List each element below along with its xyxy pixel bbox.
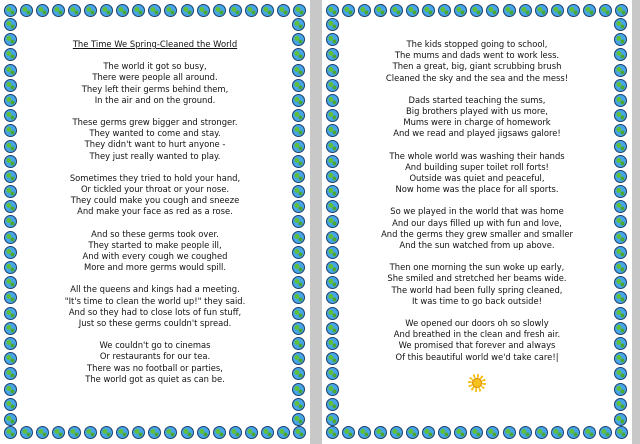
poem-line: They could make you cough and sneeze [70, 195, 240, 206]
globe-icon [116, 4, 129, 17]
poem-line: The world it got so busy, [103, 61, 207, 72]
globe-icon [614, 367, 627, 380]
globe-icon [326, 64, 339, 77]
globe-icon [535, 4, 548, 17]
globe-icon [292, 291, 305, 304]
globe-icon [148, 426, 161, 439]
poem-line: Or tickled your throat or your nose. [80, 184, 230, 195]
globe-icon [4, 185, 17, 198]
globe-icon [583, 4, 596, 17]
globe-icon [326, 170, 339, 183]
stanza [30, 173, 280, 218]
globe-icon [614, 170, 627, 183]
globe-icon [615, 4, 628, 17]
globe-icon [213, 4, 226, 17]
poem-line: They left their germs behind them, [81, 83, 229, 94]
globe-icon [614, 246, 627, 259]
globe-icon [614, 155, 627, 168]
globe-icon [292, 124, 305, 137]
globe-icon [326, 48, 339, 61]
poem-line: We promised that forever and always [398, 340, 556, 351]
globe-icon [326, 383, 339, 396]
globe-icon [245, 426, 258, 439]
globe-icon [326, 79, 339, 92]
globe-icon [326, 261, 339, 274]
globe-icon [326, 200, 339, 213]
globe-icon [614, 185, 627, 198]
globe-icon [36, 4, 49, 17]
globe-icon [4, 337, 17, 350]
poem-line: It was time to go back outside! [412, 295, 542, 306]
globe-icon [52, 426, 65, 439]
globe-icon [164, 426, 177, 439]
globe-icon [4, 4, 17, 17]
globe-icon [292, 276, 305, 289]
poem-line: And the germs they grew smaller and smaller [381, 228, 573, 239]
poem-line: There were people all around. [92, 72, 218, 83]
globe-icon [326, 124, 339, 137]
globe-icon [583, 426, 596, 439]
right-page [322, 0, 632, 444]
globe-icon [614, 322, 627, 335]
poem-line: The mums and dads went to work less. [394, 50, 560, 61]
left-bottom-border [4, 426, 306, 440]
globe-icon [84, 4, 97, 17]
globe-icon [4, 276, 17, 289]
globe-icon [292, 64, 305, 77]
globe-icon [116, 426, 129, 439]
globe-icon [261, 426, 274, 439]
globe-icon [326, 231, 339, 244]
globe-icon [486, 426, 499, 439]
poem-line: So we played in the world that was home [390, 206, 564, 217]
globe-icon [374, 4, 387, 17]
poem-line: Or restaurants for our tea. [99, 351, 211, 362]
globe-icon [100, 426, 113, 439]
globe-icon [614, 48, 627, 61]
globe-icon [4, 140, 17, 153]
poem-line: "It's time to clean the world up!" they said. [64, 295, 246, 306]
globe-icon [615, 426, 628, 439]
globe-icon [326, 140, 339, 153]
globe-icon [567, 4, 580, 17]
right-bottom-border [326, 426, 628, 440]
globe-icon [326, 246, 339, 259]
globe-icon [4, 215, 17, 228]
poem-line: Of this beautiful world we'd take care!| [395, 351, 559, 362]
globe-icon [4, 64, 17, 77]
globe-icon [229, 426, 242, 439]
globe-icon [4, 291, 17, 304]
globe-icon [292, 231, 305, 244]
poem-line: More and more germs would spill. [83, 262, 227, 273]
globe-icon [245, 4, 258, 17]
stanza [352, 39, 602, 84]
globe-icon [326, 352, 339, 365]
globe-icon [614, 33, 627, 46]
globe-icon [614, 200, 627, 213]
poem-line: The world had been fully spring cleaned, [391, 284, 563, 295]
globe-icon [20, 4, 33, 17]
left-right-border [292, 18, 306, 426]
globe-icon [614, 140, 627, 153]
poem-line: Outside was quiet and peaceful, [409, 173, 545, 184]
globe-icon [326, 33, 339, 46]
globe-icon [326, 4, 339, 17]
poem-line: And so they had to close lots of fun stuff, [68, 306, 242, 317]
poem-line: Now home was the place for all sports. [395, 184, 559, 195]
globe-icon [4, 231, 17, 244]
globe-icon [277, 426, 290, 439]
globe-icon [292, 337, 305, 350]
globe-icon [292, 109, 305, 122]
globe-icon [4, 398, 17, 411]
globe-icon [614, 109, 627, 122]
poem-line: We couldn't go to cinemas [99, 340, 211, 351]
globe-icon [326, 18, 339, 31]
globe-icon [132, 426, 145, 439]
globe-icon [261, 4, 274, 17]
poem-line: And make your face as red as a rose. [77, 206, 233, 217]
globe-icon [20, 426, 33, 439]
globe-icon [470, 4, 483, 17]
sun-icon [468, 374, 486, 392]
globe-icon [470, 426, 483, 439]
poem-line: They wanted to come and stay. [89, 128, 221, 139]
globe-icon [4, 155, 17, 168]
globe-icon [326, 276, 339, 289]
globe-icon [292, 398, 305, 411]
poem-line: And breathed in the clean and fresh air. [393, 329, 561, 340]
globe-icon [100, 4, 113, 17]
stanza [30, 117, 280, 162]
globe-icon [4, 246, 17, 259]
globe-icon [374, 426, 387, 439]
globe-icon [292, 200, 305, 213]
poem-line: And our days filled up with fun and love, [392, 217, 562, 228]
globe-icon [614, 398, 627, 411]
globe-icon [292, 322, 305, 335]
globe-icon [326, 185, 339, 198]
globe-icon [358, 4, 371, 17]
globe-icon [599, 4, 612, 17]
globe-icon [326, 215, 339, 228]
globe-icon [438, 4, 451, 17]
poem-line: Cleaned the sky and the sea and the mess! [385, 72, 569, 83]
globe-icon [4, 18, 17, 31]
poem-line: And with every cough we coughed [82, 251, 228, 262]
globe-icon [614, 215, 627, 228]
globe-icon [422, 4, 435, 17]
globe-icon [614, 352, 627, 365]
stanza [30, 61, 280, 106]
globe-icon [326, 291, 339, 304]
globe-icon [132, 4, 145, 17]
globe-icon [567, 426, 580, 439]
stanza [30, 229, 280, 274]
left-top-border [4, 4, 306, 18]
globe-icon [36, 426, 49, 439]
globe-icon [292, 383, 305, 396]
stanza [352, 151, 602, 196]
globe-icon [148, 4, 161, 17]
poem-line: The world got as quiet as can be. [85, 373, 225, 384]
stanza [352, 206, 602, 251]
stanza [352, 318, 602, 363]
right-stanzas [352, 39, 602, 363]
globe-icon [4, 48, 17, 61]
poem-line: She smiled and stretched her beams wide. [387, 273, 567, 284]
right-top-border [326, 4, 628, 18]
globe-icon [292, 155, 305, 168]
globe-icon [277, 4, 290, 17]
globe-icon [292, 48, 305, 61]
globe-icon [197, 426, 210, 439]
stanza [352, 95, 602, 140]
globe-icon [4, 79, 17, 92]
poem-line: All the queens and kings had a meeting. [70, 284, 240, 295]
poem-line: They started to make people ill, [88, 239, 222, 250]
globe-icon [614, 276, 627, 289]
globe-icon [84, 426, 97, 439]
globe-icon [614, 291, 627, 304]
globe-icon [614, 18, 627, 31]
stanza [30, 284, 280, 329]
globe-icon [503, 4, 516, 17]
poem-line: And so these germs took over. [91, 228, 219, 239]
globe-icon [326, 322, 339, 335]
poem-line: Big brothers played with us more, [406, 106, 548, 117]
globe-icon [197, 4, 210, 17]
poem-line: The kids stopped going to school, [406, 39, 548, 49]
globe-icon [164, 4, 177, 17]
globe-icon [535, 426, 548, 439]
globe-icon [292, 307, 305, 320]
poem-line: And building super toilet roll forts! [405, 161, 549, 172]
globe-icon [326, 426, 339, 439]
globe-icon [614, 413, 627, 426]
left-poem [30, 39, 280, 396]
globe-icon [4, 170, 17, 183]
globe-icon [292, 94, 305, 107]
globe-icon [326, 155, 339, 168]
globe-icon [292, 33, 305, 46]
globe-icon [4, 261, 17, 274]
globe-icon [422, 426, 435, 439]
globe-icon [68, 426, 81, 439]
globe-icon [4, 413, 17, 426]
globe-icon [181, 4, 194, 17]
poem-line: They just really wanted to play. [89, 150, 221, 161]
poem-line: The whole world was washing their hands [389, 150, 565, 161]
globe-icon [486, 4, 499, 17]
globe-icon [551, 4, 564, 17]
globe-icon [342, 426, 355, 439]
globe-icon [614, 64, 627, 77]
globe-icon [4, 367, 17, 380]
globe-icon [454, 426, 467, 439]
globe-icon [293, 426, 306, 439]
poem-line: We opened our doors oh so slowly [405, 318, 549, 329]
right-poem [352, 39, 602, 392]
globe-icon [614, 79, 627, 92]
globe-icon [326, 398, 339, 411]
globe-icon [292, 367, 305, 380]
right-left-border [326, 18, 340, 426]
globe-icon [326, 413, 339, 426]
globe-icon [614, 94, 627, 107]
poem-line: These germs grew bigger and stronger. [72, 117, 238, 128]
globe-icon [4, 307, 17, 320]
poem-line: Then a great, big, giant scrubbing brush [392, 61, 562, 72]
globe-icon [599, 426, 612, 439]
globe-icon [326, 94, 339, 107]
globe-icon [358, 426, 371, 439]
globe-icon [326, 337, 339, 350]
globe-icon [614, 124, 627, 137]
globe-icon [4, 322, 17, 335]
globe-icon [551, 426, 564, 439]
globe-icon [4, 426, 17, 439]
poem-line: Just so these germs couldn't spread. [78, 318, 232, 329]
globe-icon [406, 426, 419, 439]
right-right-border [614, 18, 628, 426]
globe-icon [454, 4, 467, 17]
poem-line: Then one morning the sun woke up early, [389, 262, 565, 273]
globe-icon [213, 426, 226, 439]
poem-line: In the air and on the ground. [94, 94, 216, 105]
globe-icon [292, 352, 305, 365]
globe-icon [292, 140, 305, 153]
globe-icon [292, 185, 305, 198]
globe-icon [614, 337, 627, 350]
globe-icon [4, 352, 17, 365]
globe-icon [293, 4, 306, 17]
globe-icon [292, 261, 305, 274]
globe-icon [4, 94, 17, 107]
globe-icon [292, 170, 305, 183]
globe-icon [181, 426, 194, 439]
globe-icon [519, 4, 532, 17]
globe-icon [4, 33, 17, 46]
poem-title: The Time We Spring-Cleaned the World [72, 39, 238, 49]
globe-icon [342, 4, 355, 17]
left-left-border [4, 18, 18, 426]
globe-icon [229, 4, 242, 17]
globe-icon [4, 124, 17, 137]
globe-icon [326, 367, 339, 380]
globe-icon [4, 109, 17, 122]
globe-icon [326, 109, 339, 122]
globe-icon [4, 383, 17, 396]
poem-line: Sometimes they tried to hold your hand, [69, 172, 241, 183]
poem-line: Dads started teaching the sums, [408, 94, 546, 105]
globe-icon [292, 18, 305, 31]
globe-icon [4, 200, 17, 213]
poem-line: There was no football or parties, [87, 362, 223, 373]
stanza [30, 340, 280, 385]
globe-icon [292, 246, 305, 259]
globe-icon [614, 261, 627, 274]
globe-icon [52, 4, 65, 17]
globe-icon [390, 4, 403, 17]
globe-icon [614, 307, 627, 320]
globe-icon [292, 413, 305, 426]
globe-icon [292, 79, 305, 92]
left-page [0, 0, 310, 444]
globe-icon [406, 4, 419, 17]
globe-icon [614, 383, 627, 396]
globe-icon [503, 426, 516, 439]
left-stanzas [30, 61, 280, 385]
globe-icon [326, 307, 339, 320]
globe-icon [68, 4, 81, 17]
poem-line: Mums were in charge of homework [403, 117, 551, 128]
poem-line: And the sun watched from up above. [399, 240, 555, 251]
poem-line: They didn't want to hurt anyone - [84, 139, 226, 150]
globe-icon [519, 426, 532, 439]
globe-icon [614, 231, 627, 244]
globe-icon [292, 215, 305, 228]
poem-line: And we read and played jigsaws galore! [393, 128, 561, 139]
globe-icon [390, 426, 403, 439]
stanza [352, 262, 602, 307]
globe-icon [438, 426, 451, 439]
